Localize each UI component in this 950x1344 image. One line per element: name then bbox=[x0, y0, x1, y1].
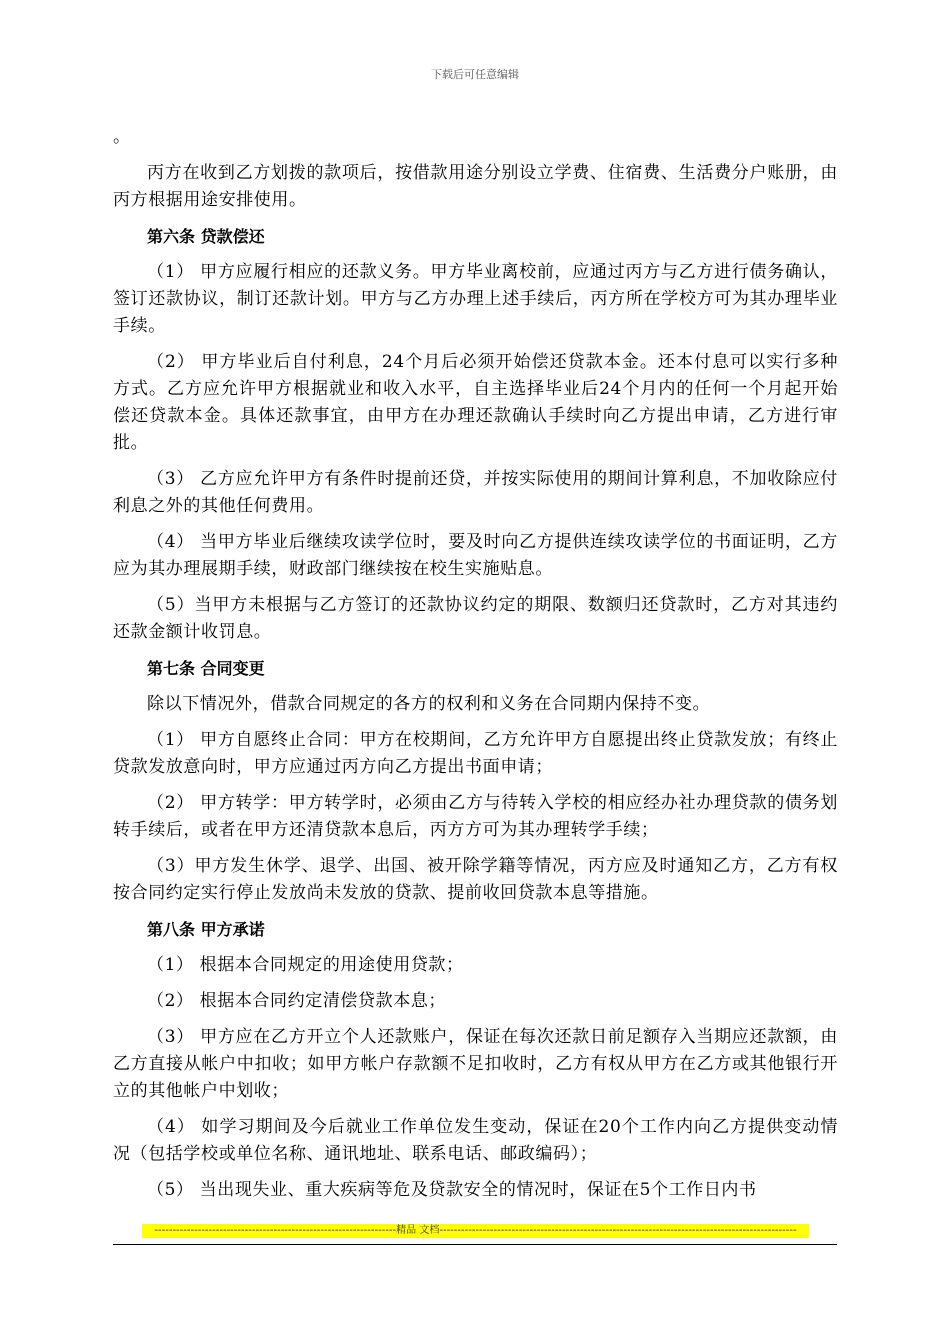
paragraph: （5）当甲方未根据与乙方签订的还款协议约定的期限、数额归还贷款时，乙方对其违约还款金额计收罚息。 bbox=[113, 595, 838, 642]
document-body bbox=[113, 124, 838, 1213]
paragraph: （4） 当甲方毕业后继续攻读学位时，要及时向乙方提供连续攻读学位的书面证明，乙方应为其办理展期手续，财政部门继续按在校生实施贴息。 bbox=[113, 532, 838, 579]
section-heading: 第八条 甲方承诺 bbox=[147, 920, 265, 939]
paragraph: （3） 乙方应允许甲方有条件时提前还贷，并按实际使用的期间计算利息，不加收除应付利息之外的其他任何费用。 bbox=[113, 469, 838, 516]
section-heading: 第七条 合同变更 bbox=[147, 659, 265, 678]
paragraph: （1） 根据本合同规定的用途使用贷款； bbox=[147, 955, 464, 975]
footer-divider bbox=[113, 1244, 837, 1245]
paragraph: 丙方在收到乙方划拨的款项后，按借款用途分别设立学费、住宿费、生活费分户账册，由丙方根据用途安排使用。 bbox=[113, 163, 838, 210]
paragraph: （2） 根据本合同约定清偿贷款本息； bbox=[147, 991, 447, 1011]
paragraph: （5） 当出现失业、重大疾病等危及贷款安全的情况时，保证在5个工作日内书 bbox=[147, 1180, 757, 1200]
page-header: 下载后可任意编辑 bbox=[431, 68, 519, 81]
paragraph: （2） 甲方毕业后自付利息，24个月后必须开始偿还贷款本金。还本付息可以实行多种方式。乙方应允许甲方根据就业和收入水平，自主选择毕业后24个月内的任何一个月起开始偿还贷款本金。具体还款事宜，由甲方在办理还款确认手续时向乙方提出申请，乙方进行审批。 bbox=[113, 352, 838, 453]
paragraph: （1） 甲方应履行相应的还款义务。甲方毕业离校前，应通过丙方与乙方进行债务确认，签订还款协议，制订还款计划。甲方与乙方办理上述手续后，丙方所在学校方可为其办理毕业手续。 bbox=[113, 262, 838, 336]
paragraph: （4） 如学习期间及今后就业工作单位发生变动，保证在20个工作内向乙方提供变动情况（包括学校或单位名称、通讯地址、联系电话、邮政编码）； bbox=[113, 1117, 838, 1164]
footer-highlight: -------------------------------------------------------------------精品 文档--------------------------------------------------------------------------------------------------- bbox=[142, 1224, 809, 1238]
paragraph: 。 bbox=[113, 127, 131, 147]
paragraph: （3） 甲方应在乙方开立个人还款账户，保证在每次还款日前足额存入当期应还款额，由乙方直接从帐户中扣收；如甲方帐户存款额不足扣收时，乙方有权从甲方在乙方或其他银行开立的其他帐户中划收； bbox=[113, 1027, 838, 1101]
paragraph: 除以下情况外，借款合同规定的各方的权利和义务在合同期内保持不变。 bbox=[147, 694, 711, 714]
paragraph: （2） 甲方转学：甲方转学时，必须由乙方与待转入学校的相应经办社办理贷款的债务划转手续后，或者在甲方还清贷款本息后，丙方方可为其办理转学手续； bbox=[113, 793, 838, 840]
paragraph: （3）甲方发生休学、退学、出国、被开除学籍等情况，丙方应及时通知乙方，乙方有权按合同约定实行停止发放尚未发放的贷款、提前收回贷款本息等措施。 bbox=[113, 856, 838, 903]
paragraph: （1） 甲方自愿终止合同：甲方在校期间，乙方允许甲方自愿提出终止贷款发放；有终止贷款发放意向时，甲方应通过丙方向乙方提出书面申请； bbox=[113, 730, 838, 777]
section-heading: 第六条 贷款偿还 bbox=[147, 227, 265, 246]
